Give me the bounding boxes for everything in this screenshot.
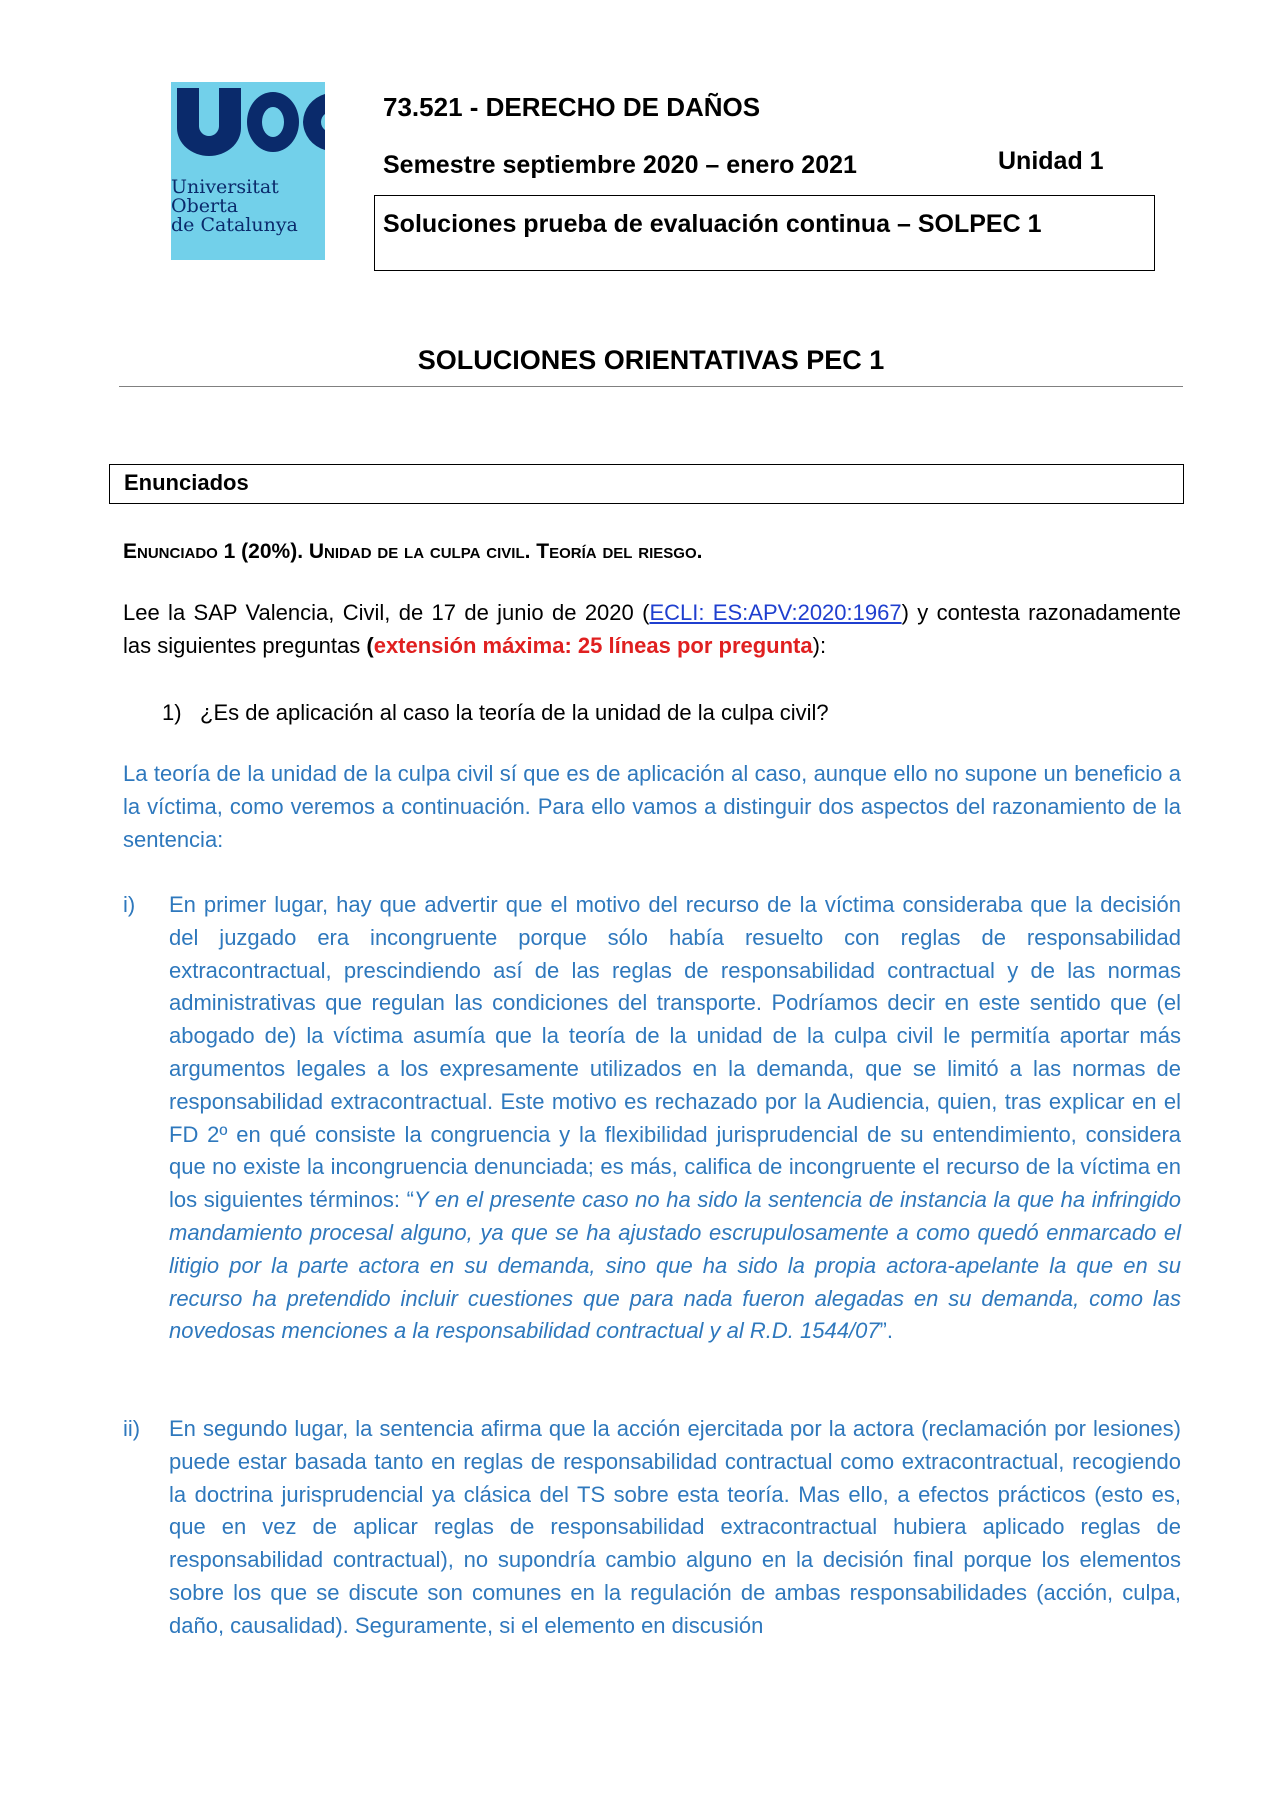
answer-point	[123, 889, 1181, 1348]
uoc-logo-mark	[175, 84, 325, 156]
point-quote: Y en el presente caso no ha sido la sentencia de instancia la que ha infringido mandamiento procesal alguno, ya que se ha ajustado escrupulosamente a como quedó enmarcado el litigio por la parte actora en su demanda, sino que ha sido la propia actora-apelante la que en su recurso ha pretendido incluir cuestiones que para nada fueron alegadas en su demanda, como las novedosas menciones a la responsabilidad contractual y al R.D. 1544/07	[169, 1187, 1181, 1344]
answer-intro: La teoría de la unidad de la culpa civil sí que es de aplicación al caso, aunque ello no supone un beneficio a la víctima, como veremos a continuación. Para ello vamos a distinguir dos aspectos del razonamiento de la sentencia:	[123, 761, 1181, 852]
enunciado-heading	[123, 540, 702, 564]
limit-paren-open: (	[366, 633, 374, 658]
title-divider	[119, 386, 1183, 387]
point-marker: ii)	[123, 1416, 141, 1441]
ecli-link[interactable]: ECLI: ES:APV:2020:1967	[649, 600, 902, 625]
course-title: 73.521 - DERECHO DE DAÑOS	[383, 92, 761, 122]
uoc-logo-wordmark	[171, 178, 298, 235]
point-body	[169, 1413, 1181, 1643]
logo-line: de Catalunya	[171, 214, 298, 236]
point-text: En primer lugar, hay que advertir que el motivo del recurso de la víctima consideraba que la decisión del juzgado era incongruente porque sólo había resuelto con reglas de responsabilidad extracontractual, prescindiendo así de las reglas de responsabilidad contractual y de las normas administrativas que regulan las condiciones del transporte. Podríamos decir en este sentido que (el abogado de) la víctima asumía que la teoría de la unidad de la culpa civil le permitía aportar más argumentos legales a los expresamente utilizados en la demanda, que se limitó a las normas de responsabilidad extracontractual. Este motivo es rechazado por la Audiencia, quien, tras explicar en el FD 2º en qué consiste la congruencia y la flexibilidad jurisprudencial de su entendimiento, considera que no existe la incongruencia denunciada; es más, califica de incongruente el recurso de la víctima en los siguientes términos: “	[169, 892, 1181, 1213]
intro-text: Lee la SAP Valencia, Civil, de 17 de junio de 2020 (	[123, 600, 650, 625]
page-title: SOLUCIONES ORIENTATIVAS PEC 1	[417, 345, 885, 375]
semester-label: Semestre septiembre 2020 – enero 2021	[383, 151, 857, 179]
section-label: Enunciados	[124, 470, 249, 495]
point-body	[169, 889, 1181, 1348]
point-quote-close: ”.	[879, 1318, 893, 1344]
enunciado-heading-part: Enunciado 1 (20%).	[123, 540, 304, 563]
uoc-logo	[171, 82, 325, 260]
limit-paren-close: ):	[812, 633, 827, 658]
intro-paragraph	[123, 596, 1181, 662]
question-number: 1)	[162, 700, 182, 725]
question-text: ¿Es de aplicación al caso la teoría de la unidad de la culpa civil?	[200, 700, 829, 725]
enunciado-heading-part: Teoría del riesgo.	[536, 540, 703, 563]
answer-point	[123, 1413, 1181, 1643]
question-item	[162, 700, 829, 726]
logo-line: Oberta	[171, 195, 239, 217]
enunciado-heading-part: Unidad de la culpa civil.	[308, 540, 531, 563]
point-marker: i)	[123, 892, 136, 917]
intro-text: ) y contesta razonadamente las siguientes preguntas	[123, 600, 1181, 658]
unit-label: Unidad 1	[998, 147, 1104, 175]
point-text: En segundo lugar, la sentencia afirma que la acción ejercitada por la actora (reclamación por lesiones) puede estar basada tanto en reglas de responsabilidad contractual como extracontractual, recogiendo la doctrina jurisprudencial ya clásica del TS sobre esta teoría. Mas ello, a efectos prácticos (esto es, que en vez de aplicar reglas de responsabilidad extracontractual hubiera aplicado reglas de responsabilidad contractual), no supondría cambio alguno en la decisión final porque los elementos sobre los que se discute son comunes en la regulación de ambas responsabilidades (acción, culpa, daño, causalidad). Seguramente, si el elemento en discusión	[169, 1416, 1181, 1638]
section-header-box	[109, 464, 1184, 504]
length-limit: extensión máxima: 25 líneas por pregunta	[373, 633, 813, 658]
logo-line: Universitat	[171, 176, 279, 198]
solutions-box	[374, 195, 1155, 271]
solutions-label: Soluciones prueba de evaluación continua – SOLPEC 1	[383, 210, 1042, 238]
